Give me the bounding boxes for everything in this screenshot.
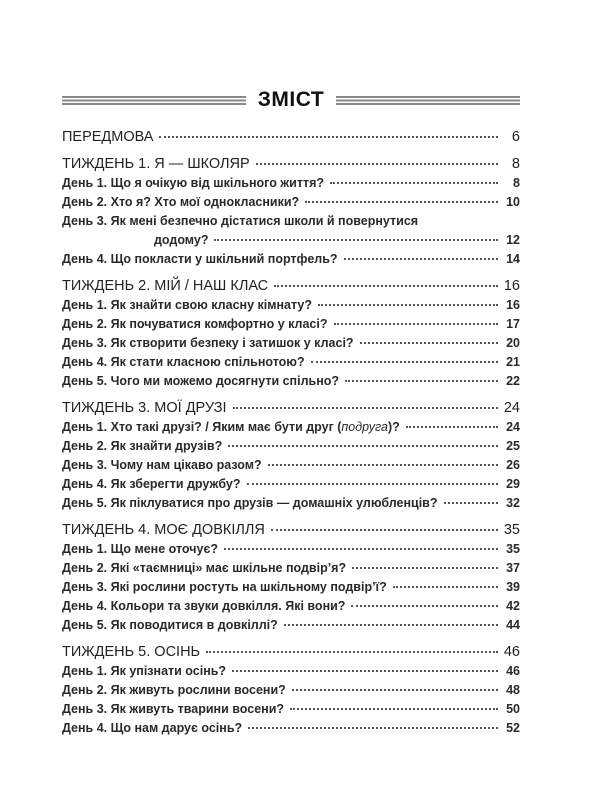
toc-entry-week[interactable] — [62, 154, 520, 174]
dot-leader — [305, 201, 498, 203]
page-number: 50 — [506, 702, 520, 716]
page-number: 14 — [506, 252, 520, 266]
toc-entry-day[interactable] — [62, 540, 520, 559]
dot-leader — [444, 502, 499, 504]
entry-label: ПЕРЕДМОВА — [62, 129, 154, 145]
page-number: 39 — [506, 580, 520, 594]
page-number: 8 — [513, 176, 520, 190]
dot-leader — [214, 239, 498, 241]
dot-leader — [247, 483, 499, 485]
entry-label: День 4. Що покласти у шкільний портфель? — [62, 252, 338, 266]
toc-entry-week[interactable] — [62, 520, 520, 540]
toc-entry-day[interactable] — [62, 334, 520, 353]
page-number: 10 — [506, 195, 520, 209]
entry-label: ТИЖДЕНЬ 1. Я — ШКОЛЯР — [62, 156, 250, 172]
page-number: 6 — [511, 129, 520, 145]
toc-entry-week[interactable] — [62, 276, 520, 296]
entry-label: День 2. Які «таємниці» має шкільне подвір’я? — [62, 561, 347, 575]
dot-leader — [256, 163, 498, 165]
dot-leader — [344, 258, 498, 260]
dot-leader — [292, 689, 498, 691]
page-number: 35 — [503, 522, 520, 538]
page-number: 26 — [506, 458, 520, 472]
table-of-contents — [62, 127, 520, 738]
toc-entry-day[interactable] — [62, 456, 520, 475]
entry-label: День 1. Як упізнати осінь? — [62, 664, 227, 678]
toc-entry-day[interactable] — [62, 494, 520, 513]
entry-label-group — [62, 193, 299, 212]
toc-entry-day[interactable] — [62, 174, 520, 193]
page-number: 24 — [506, 420, 520, 434]
entry-label-group — [62, 174, 324, 193]
dot-leader — [360, 342, 498, 344]
toc-entry-day[interactable] — [62, 372, 520, 391]
entry-label-group — [62, 540, 218, 559]
page-number: 16 — [503, 278, 520, 294]
entry-label: День 2. Хто я? Хто мої однокласники? — [62, 195, 300, 209]
toc-entry-day[interactable] — [62, 597, 520, 616]
dot-leader — [406, 426, 498, 428]
entry-label: ТИЖДЕНЬ 2. МІЙ / НАШ КЛАС — [62, 278, 269, 294]
entry-label-group — [62, 372, 339, 391]
entry-label-group — [62, 559, 346, 578]
entry-label-italic: подруга — [341, 420, 388, 434]
entry-label: День 3. Як живуть тварини восени? — [62, 702, 285, 716]
toc-entry-day[interactable] — [62, 559, 520, 578]
page-number: 24 — [503, 400, 520, 416]
entry-label: День 5. Як поводитися в довкіллі? — [62, 618, 278, 632]
dot-leader — [345, 380, 498, 382]
dot-leader — [224, 548, 498, 550]
toc-entry-day[interactable] — [62, 250, 520, 269]
entry-label: День 2. Як живуть рослини восени? — [62, 683, 286, 697]
entry-label-group — [62, 578, 387, 597]
page-number: 29 — [506, 477, 520, 491]
entry-label: День 1. Хто такі друзі? / Яким має бути друг ( — [62, 420, 342, 434]
dot-leader — [233, 407, 498, 409]
toc-entry-day[interactable] — [62, 662, 520, 681]
dot-leader — [334, 323, 499, 325]
entry-label: День 3. Як створити безпеку і затишок у класі? — [62, 336, 354, 350]
page-number: 37 — [506, 561, 520, 575]
entry-label: День 2. Як знайти друзів? — [62, 439, 223, 453]
entry-label-group — [62, 250, 338, 269]
page-number: 35 — [506, 542, 520, 556]
entry-label-group — [62, 353, 305, 372]
toc-entry-day[interactable] — [62, 353, 520, 372]
page-number: 8 — [511, 156, 520, 172]
dot-leader — [311, 361, 498, 363]
toc-entry-day[interactable] — [62, 231, 520, 250]
dot-leader — [268, 464, 498, 466]
entry-label: День 2. Як почуватися комфортно у класі? — [62, 317, 328, 331]
toc-entry-day[interactable] — [62, 578, 520, 597]
entry-label-tail: )? — [387, 420, 400, 434]
page-number: 42 — [506, 599, 520, 613]
toc-entry-day[interactable] — [62, 296, 520, 315]
dot-leader — [393, 586, 498, 588]
entry-label-group — [62, 597, 345, 616]
decorative-rule-left — [62, 96, 246, 105]
dot-leader — [318, 304, 498, 306]
page-number: 21 — [506, 355, 520, 369]
entry-label: День 4. Як зберегти дружбу? — [62, 477, 241, 491]
toc-entry-day[interactable] — [62, 437, 520, 456]
entry-label: ТИЖДЕНЬ 4. МОЄ ДОВКІЛЛЯ — [62, 522, 265, 538]
page-number: 20 — [506, 336, 520, 350]
entry-label-group — [62, 719, 242, 738]
entry-label-group — [62, 662, 226, 681]
page-number: 44 — [506, 618, 520, 632]
entry-label: День 3. Чому нам цікаво разом? — [62, 458, 262, 472]
toc-entry-day[interactable] — [62, 315, 520, 334]
dot-leader — [159, 136, 498, 138]
entry-label: День 4. Що нам дарує осінь? — [62, 721, 243, 735]
page-number: 17 — [506, 317, 520, 331]
entry-label-group — [62, 700, 284, 719]
entry-label-group — [62, 315, 328, 334]
entry-label-continued: додому? — [154, 233, 209, 247]
toc-entry-preface[interactable] — [62, 127, 520, 147]
page-number: 12 — [506, 233, 520, 247]
dot-leader — [232, 670, 498, 672]
entry-label-group — [62, 681, 286, 700]
decorative-rule-right — [336, 96, 520, 105]
page-number: 52 — [506, 721, 520, 735]
entry-label-group — [62, 296, 312, 315]
page-number: 25 — [506, 439, 520, 453]
toc-entry-day[interactable] — [62, 616, 520, 635]
entry-label-group — [62, 475, 241, 494]
toc-entry-day[interactable] — [62, 193, 520, 212]
toc-entry-day[interactable] — [62, 418, 520, 437]
toc-entry-day[interactable] — [62, 475, 520, 494]
dot-leader — [352, 567, 498, 569]
page-number: 32 — [506, 496, 520, 510]
dot-leader — [351, 605, 498, 607]
dot-leader — [206, 651, 498, 653]
page-number: 46 — [503, 644, 520, 660]
entry-label: День 4. Як стати класною спільнотою? — [62, 355, 305, 369]
entry-label-group — [62, 334, 354, 353]
entry-label: День 5. Як піклуватися про друзів — домашніх улюбленців? — [62, 496, 438, 510]
entry-label: День 1. Що я очікую від шкільного життя? — [62, 176, 325, 190]
entry-label-group — [62, 437, 222, 456]
toc-entry-day[interactable] — [62, 700, 520, 719]
entry-label: ТИЖДЕНЬ 3. МОЇ ДРУЗІ — [62, 400, 227, 416]
entry-label: ТИЖДЕНЬ 5. ОСІНЬ — [62, 644, 201, 660]
entry-label: День 3. Як мені безпечно дістатися школи й повернутися — [62, 214, 419, 228]
toc-header — [62, 86, 520, 114]
entry-label-group — [62, 456, 262, 475]
entry-label-group — [62, 616, 278, 635]
dot-leader — [271, 529, 498, 531]
page-number: 22 — [506, 374, 520, 388]
dot-leader — [290, 708, 498, 710]
entry-label-group — [62, 494, 438, 513]
dot-leader — [228, 445, 498, 447]
entry-label-group — [62, 418, 400, 437]
toc-entry-day-line1[interactable] — [62, 212, 520, 231]
entry-label: День 1. Як знайти свою класну кімнату? — [62, 298, 312, 312]
entry-label: День 3. Які рослини ростуть на шкільному подвір’ї? — [62, 580, 387, 594]
toc-entry-day[interactable] — [62, 681, 520, 700]
page-title: ЗМІСТ — [257, 88, 325, 111]
entry-label: День 5. Чого ми можемо досягнути спільно? — [62, 374, 340, 388]
toc-entry-day[interactable] — [62, 719, 520, 738]
page-number: 16 — [506, 298, 520, 312]
dot-leader — [284, 624, 498, 626]
toc-entry-week[interactable] — [62, 642, 520, 662]
dot-leader — [330, 182, 498, 184]
dot-leader — [248, 727, 498, 729]
entry-label: День 1. Що мене оточує? — [62, 542, 218, 556]
page-number: 48 — [506, 683, 520, 697]
page-number: 46 — [506, 664, 520, 678]
dot-leader — [274, 285, 498, 287]
toc-entry-week[interactable] — [62, 398, 520, 418]
entry-label: День 4. Кольори та звуки довкілля. Які вони? — [62, 599, 346, 613]
